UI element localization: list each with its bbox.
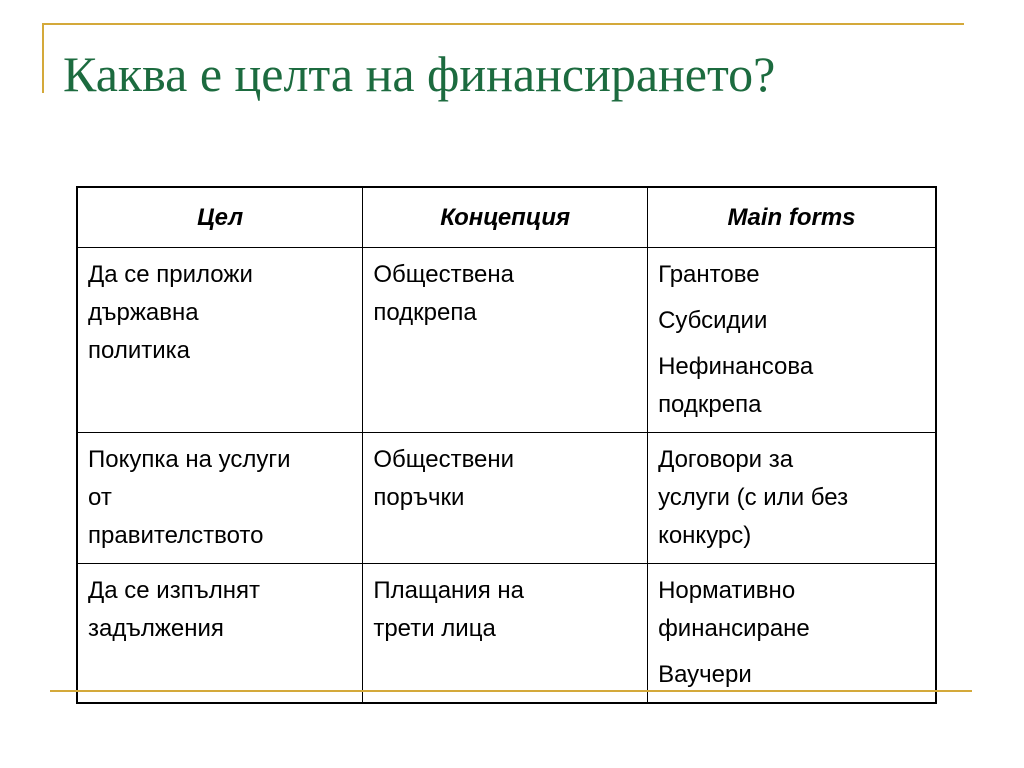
form-item-continued: услуги (с или без (658, 484, 849, 511)
left-accent-rule (42, 23, 44, 93)
cell-line: задължения (88, 615, 224, 642)
form-item-continued: финансиране (658, 615, 810, 642)
funding-purpose-table (76, 186, 937, 704)
form-item: Субсидии (658, 307, 768, 334)
form-item: Нормативно (658, 577, 796, 604)
table-row (77, 248, 936, 433)
cell-line: от (88, 484, 112, 511)
cell-line: правителството (88, 522, 264, 549)
goal-cell (77, 248, 363, 433)
cell-line: политика (88, 337, 190, 364)
table-row (77, 564, 936, 704)
cell-line: подкрепа (373, 299, 477, 326)
concept-cell (363, 564, 648, 704)
header-goal: Цел (77, 187, 363, 248)
forms-cell (648, 248, 936, 433)
bottom-accent-rule (50, 690, 972, 692)
concept-cell (363, 248, 648, 433)
form-item: Нефинансова (658, 353, 814, 380)
table-row (77, 433, 936, 564)
form-item: Договори за (658, 446, 794, 473)
cell-line: Покупка на услуги (88, 446, 291, 473)
form-item-continued: конкурс) (658, 522, 752, 549)
cell-line: Обществени (373, 446, 515, 473)
goal-cell (77, 564, 363, 704)
form-item-continued: подкрепа (658, 391, 762, 418)
form-item: Ваучери (658, 661, 752, 688)
top-accent-rule (42, 23, 964, 25)
cell-line: Да се приложи (88, 261, 253, 288)
slide-title: Каква е целта на финансирането? (63, 46, 776, 102)
cell-line: Да се изпълнят (88, 577, 260, 604)
cell-line: държавна (88, 299, 199, 326)
forms-cell (648, 433, 936, 564)
header-concept: Концепция (363, 187, 648, 248)
form-item: Грантове (658, 261, 760, 288)
concept-cell (363, 433, 648, 564)
cell-line: Обществена (373, 261, 515, 288)
forms-cell (648, 564, 936, 704)
cell-line: трети лица (373, 615, 496, 642)
cell-line: Плащания на (373, 577, 524, 604)
cell-line: поръчки (373, 484, 465, 511)
goal-cell (77, 433, 363, 564)
header-main-forms: Main forms (648, 187, 936, 248)
table-header-row (77, 187, 936, 248)
